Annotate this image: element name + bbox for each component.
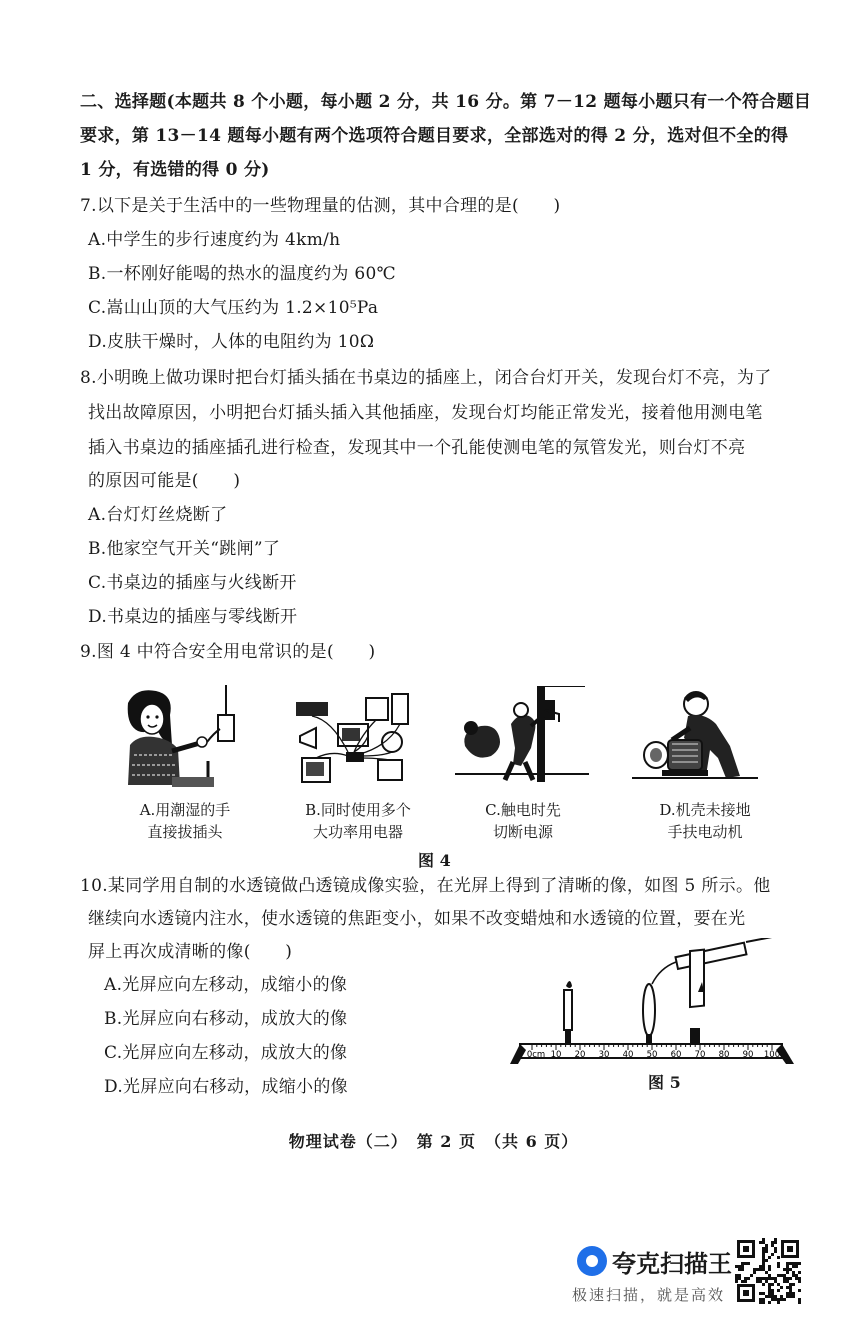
- qr-module: [783, 1268, 786, 1271]
- qr-module: [744, 1262, 747, 1265]
- figure4-caption-d-line2: 手扶电动机: [667, 823, 743, 841]
- ruler-label: 90: [742, 1050, 754, 1060]
- q7-option-a: A.中学生的步行速度约为 4km/h: [88, 230, 341, 250]
- qr-module: [792, 1292, 795, 1295]
- qr-module: [798, 1301, 801, 1304]
- qr-module: [759, 1277, 762, 1280]
- qr-module: [765, 1277, 768, 1280]
- qr-module: [768, 1295, 771, 1298]
- qr-module: [777, 1262, 780, 1265]
- qr-module: [735, 1265, 738, 1268]
- qr-module: [762, 1256, 765, 1259]
- page-footer: 物理试卷（二） 第 2 页 （共 6 页）: [288, 1132, 579, 1151]
- qr-module: [765, 1280, 768, 1283]
- light-screen-icon: [690, 950, 704, 1046]
- qr-module: [780, 1295, 783, 1298]
- qr-module: [744, 1280, 747, 1283]
- qr-module: [768, 1286, 771, 1289]
- figure4-caption-c-line2: 切断电源: [492, 823, 553, 841]
- qr-module: [762, 1292, 765, 1295]
- qr-module: [783, 1298, 786, 1301]
- qr-module: [792, 1283, 795, 1286]
- qr-module: [789, 1286, 792, 1289]
- qr-module: [771, 1253, 774, 1256]
- figure4-caption-b-line2: 大功率用电器: [312, 823, 403, 841]
- qr-module: [762, 1262, 765, 1265]
- qr-module: [768, 1265, 771, 1268]
- q8-option-b: B.他家空气开关“跳闸”了: [88, 539, 281, 559]
- figure4-label: 图 4: [418, 851, 451, 870]
- qr-module: [783, 1274, 786, 1277]
- qr-module: [786, 1265, 789, 1268]
- scanner-brand-slogan: 极速扫描，就是高效: [572, 1286, 726, 1304]
- ruler-label: 20: [574, 1050, 586, 1060]
- qr-module: [759, 1301, 762, 1304]
- qr-module: [765, 1271, 768, 1274]
- qr-module: [798, 1280, 801, 1283]
- qr-module: [771, 1298, 774, 1301]
- ruler-label: 80: [718, 1050, 730, 1060]
- qr-module: [762, 1241, 765, 1244]
- qr-module: [762, 1265, 765, 1268]
- qr-module: [759, 1292, 762, 1295]
- qr-module: [735, 1280, 738, 1283]
- qr-module: [774, 1247, 777, 1250]
- qr-module: [789, 1262, 792, 1265]
- qr-module: [786, 1286, 789, 1289]
- qr-module: [786, 1280, 789, 1283]
- qr-module: [762, 1298, 765, 1301]
- q10-option-a: A.光屏应向左移动，成缩小的像: [104, 975, 348, 995]
- qr-module: [741, 1262, 744, 1265]
- figure4-caption-a-line1: A.用潮湿的手: [139, 801, 231, 819]
- figure5-label: 图 5: [648, 1073, 681, 1092]
- qr-module: [768, 1289, 771, 1292]
- qr-module: [750, 1274, 753, 1277]
- q7-option-c: C.嵩山山顶的大气压约为 1.2×10⁵Pa: [88, 298, 379, 318]
- qr-module: [792, 1262, 795, 1265]
- qr-module: [798, 1277, 801, 1280]
- ruler-label: 30: [598, 1050, 610, 1060]
- qr-module: [771, 1292, 774, 1295]
- qr-module: [795, 1277, 798, 1280]
- qr-module: [735, 1277, 738, 1280]
- qr-module: [777, 1274, 780, 1277]
- qr-module: [795, 1265, 798, 1268]
- ruler-label: 100: [763, 1050, 781, 1060]
- q8-option-d: D.书桌边的插座与零线断开: [88, 607, 298, 627]
- qr-module: [762, 1268, 765, 1271]
- scanner-logo-icon: [577, 1246, 607, 1276]
- qr-module: [792, 1295, 795, 1298]
- qr-module: [762, 1301, 765, 1304]
- qr-module: [741, 1280, 744, 1283]
- qr-module: [756, 1268, 759, 1271]
- qr-module: [786, 1262, 789, 1265]
- section-header-line2: 要求，第 13－14 题每小题有两个选项符合题目要求，全部选对的得 2 分，选对但不全的得: [80, 126, 789, 146]
- q10-stem-line3: 屏上再次成清晰的像( ): [88, 942, 293, 962]
- qr-module: [774, 1238, 777, 1241]
- q7-option-d: D.皮肤干燥时，人体的电阻约为 10Ω: [88, 332, 375, 352]
- qr-module: [747, 1262, 750, 1265]
- qr-module: [768, 1274, 771, 1277]
- ruler-label: 40: [622, 1050, 634, 1060]
- qr-module: [756, 1277, 759, 1280]
- qr-module: [765, 1259, 768, 1262]
- qr-module: [762, 1247, 765, 1250]
- q8-stem-line2: 找出故障原因，小明把台灯插头插入其他插座，发现台灯均能正常发光，接着他用测电笔: [88, 403, 763, 423]
- qr-module: [771, 1241, 774, 1244]
- qr-module: [753, 1271, 756, 1274]
- q7-stem: 7.以下是关于生活中的一些物理量的估测，其中合理的是( ): [80, 196, 561, 216]
- syringe-icon: [652, 938, 772, 984]
- qr-module: [798, 1289, 801, 1292]
- qr-module: [789, 1295, 792, 1298]
- qr-module: [774, 1277, 777, 1280]
- qr-module: [768, 1256, 771, 1259]
- q8-stem-line1: 8.小明晚上做功课时把台灯插头插在书桌边的插座上，闭合台灯开关，发现台灯不亮，为了: [80, 368, 772, 388]
- qr-module: [738, 1265, 741, 1268]
- q10-stem-line1: 10.某同学用自制的水透镜做凸透镜成像实验，在光屏上得到了清晰的像，如图 5 所示。他: [80, 876, 771, 896]
- qr-module: [762, 1259, 765, 1262]
- qr-module: [786, 1277, 789, 1280]
- figure4-wet-hands-plug-illustration: [108, 685, 248, 795]
- qr-module: [762, 1253, 765, 1256]
- qr-module: [765, 1247, 768, 1250]
- qr-module: [768, 1292, 771, 1295]
- qr-module: [774, 1241, 777, 1244]
- q8-stem-line4: 的原因可能是( ): [88, 471, 241, 491]
- qr-module: [759, 1241, 762, 1244]
- qr-module: [762, 1277, 765, 1280]
- qr-module: [789, 1283, 792, 1286]
- ruler-label: 10: [550, 1050, 562, 1060]
- qr-module: [738, 1277, 741, 1280]
- ruler-label: 0cm: [526, 1050, 546, 1060]
- qr-module: [777, 1265, 780, 1268]
- qr-module: [777, 1256, 780, 1259]
- figure4-caption-d-line1: D.机壳未接地: [659, 801, 751, 819]
- qr-module: [777, 1289, 780, 1292]
- qr-module: [771, 1295, 774, 1298]
- qr-module: [759, 1280, 762, 1283]
- qr-module: [777, 1283, 780, 1286]
- q10-option-d: D.光屏应向右移动，成缩小的像: [104, 1077, 348, 1097]
- qr-module: [744, 1277, 747, 1280]
- figure5-optical-bench-illustration: [510, 938, 800, 1070]
- section-header-line3: 1 分，有选错的得 0 分): [80, 160, 270, 180]
- qr-module: [735, 1274, 738, 1277]
- qr-module: [768, 1283, 771, 1286]
- qr-code-icon: [735, 1238, 801, 1304]
- qr-module: [780, 1286, 783, 1289]
- qr-module: [786, 1271, 789, 1274]
- qr-module: [786, 1295, 789, 1298]
- qr-module: [783, 1280, 786, 1283]
- figure4-cut-power-illustration: [455, 686, 590, 786]
- qr-module: [768, 1268, 771, 1271]
- qr-module: [777, 1298, 780, 1301]
- qr-module: [771, 1277, 774, 1280]
- qr-module: [771, 1289, 774, 1292]
- water-lens-icon: [643, 984, 655, 1046]
- qr-module: [762, 1250, 765, 1253]
- qr-module: [798, 1271, 801, 1274]
- qr-module: [765, 1250, 768, 1253]
- q10-option-c: C.光屏应向左移动，成放大的像: [104, 1043, 348, 1063]
- qr-module: [762, 1283, 765, 1286]
- qr-module: [789, 1292, 792, 1295]
- qr-module: [789, 1289, 792, 1292]
- q8-option-a: A.台灯灯丝烧断了: [88, 505, 228, 525]
- qr-module: [771, 1283, 774, 1286]
- qr-module: [738, 1268, 741, 1271]
- qr-module: [762, 1238, 765, 1241]
- qr-module: [786, 1292, 789, 1295]
- figure4-caption-b-line1: B.同时使用多个: [305, 801, 411, 819]
- qr-module: [768, 1277, 771, 1280]
- figure4-many-appliances-illustration: [292, 690, 422, 790]
- q8-stem-line3: 插入书桌边的插座插孔进行检查，发现其中一个孔能使测电笔的氖管发光，则台灯不亮: [88, 438, 746, 458]
- qr-module: [792, 1265, 795, 1268]
- ruler-label: 60: [670, 1050, 682, 1060]
- ruler-label: 50: [646, 1050, 658, 1060]
- section-header-line1: 二、选择题(本题共 8 个小题，每小题 2 分，共 16 分。第 7－12 题每小题只有一个符合题目: [80, 92, 812, 112]
- qr-module: [792, 1271, 795, 1274]
- qr-module: [756, 1280, 759, 1283]
- qr-module: [759, 1265, 762, 1268]
- qr-module: [783, 1277, 786, 1280]
- qr-module: [777, 1301, 780, 1304]
- qr-module: [798, 1298, 801, 1301]
- qr-module: [753, 1268, 756, 1271]
- qr-module: [741, 1268, 744, 1271]
- qr-module: [747, 1277, 750, 1280]
- qr-module: [795, 1274, 798, 1277]
- qr-module: [789, 1277, 792, 1280]
- qr-module: [768, 1301, 771, 1304]
- qr-module: [780, 1274, 783, 1277]
- qr-module: [774, 1280, 777, 1283]
- qr-module: [795, 1262, 798, 1265]
- qr-module: [774, 1298, 777, 1301]
- scanner-brand-name: 夸克扫描王: [612, 1250, 732, 1278]
- qr-module: [741, 1265, 744, 1268]
- q8-option-c: C.书桌边的插座与火线断开: [88, 573, 297, 593]
- qr-module: [771, 1244, 774, 1247]
- qr-module: [798, 1262, 801, 1265]
- q7-option-b: B.一杯刚好能喝的热水的温度约为 60℃: [88, 264, 396, 284]
- qr-module: [765, 1244, 768, 1247]
- figure4-caption-c-line1: C.触电时先: [485, 801, 561, 819]
- qr-module: [774, 1250, 777, 1253]
- q10-stem-line2: 继续向水透镜内注水，使水透镜的焦距变小，如果不改变蜡烛和水透镜的位置，要在光: [88, 909, 746, 929]
- qr-module: [774, 1295, 777, 1298]
- qr-module: [786, 1268, 789, 1271]
- qr-module: [789, 1268, 792, 1271]
- qr-module: [765, 1295, 768, 1298]
- figure4-caption-a-line2: 直接拔插头: [147, 823, 223, 841]
- qr-module: [780, 1298, 783, 1301]
- candle-icon: [564, 981, 572, 1044]
- ruler-label: 70: [694, 1050, 706, 1060]
- qr-module: [738, 1274, 741, 1277]
- figure4-motor-no-ground-illustration: [632, 688, 762, 788]
- qr-module: [759, 1268, 762, 1271]
- qr-module: [792, 1274, 795, 1277]
- q10-option-b: B.光屏应向右移动，成放大的像: [104, 1009, 348, 1029]
- qr-module: [759, 1298, 762, 1301]
- q9-stem: 9.图 4 中符合安全用电常识的是( ): [80, 642, 376, 662]
